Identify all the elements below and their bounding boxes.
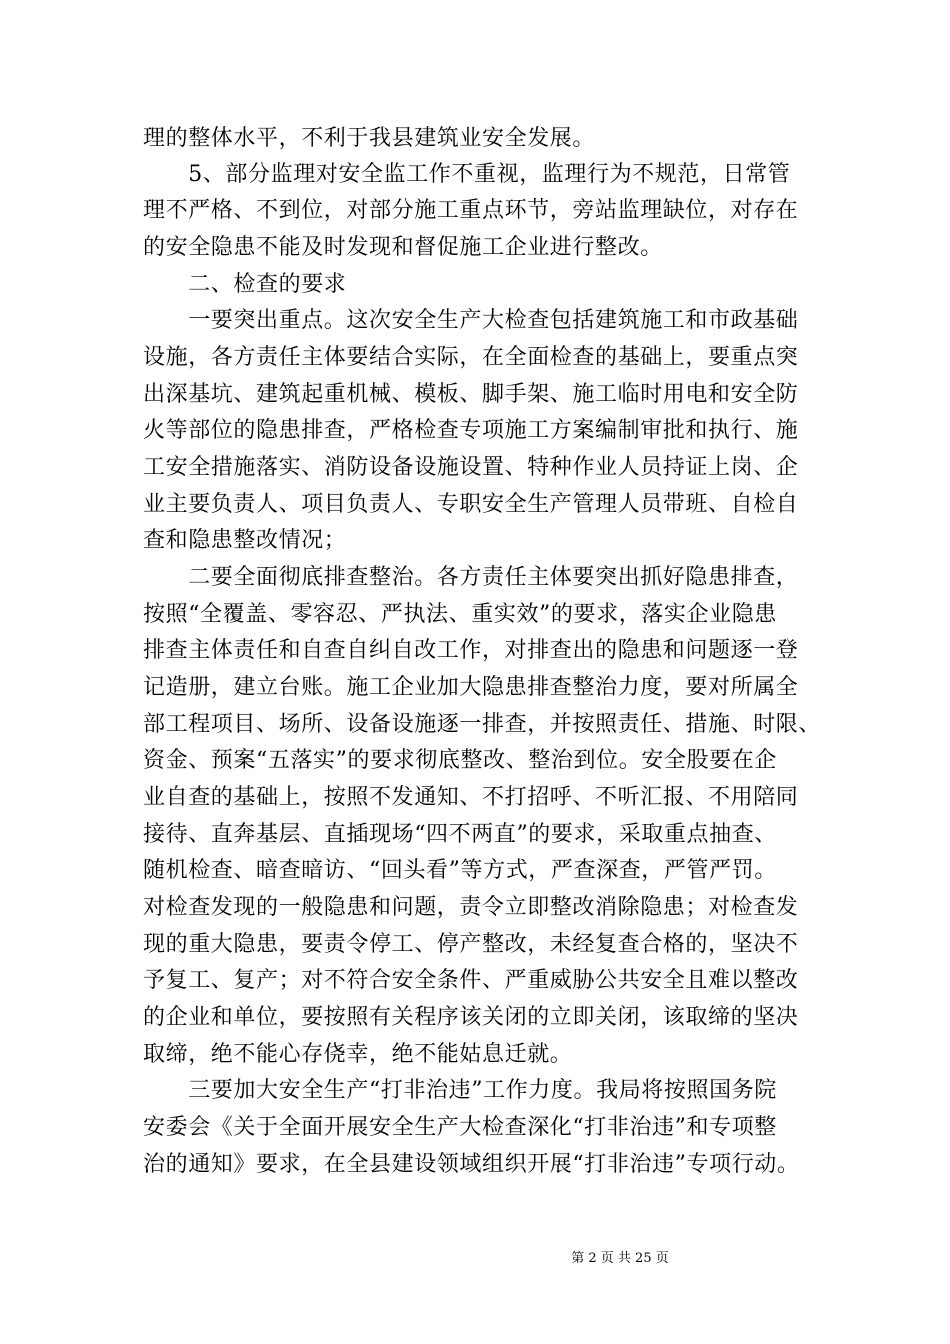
text-line: 业主要负责人、项目负责人、专职安全生产管理人员带班、自检自: [143, 492, 799, 517]
page-number-footer: 第 2 页 共 25 页: [571, 1251, 669, 1266]
text-line: 的安全隐患不能及时发现和督促施工企业进行整改。: [143, 235, 663, 260]
text-line: 业自查的基础上，按照不发通知、不打招呼、不听汇报、不用陪同: [143, 785, 799, 810]
text-line: 安委会《关于全面开展安全生产大检查深化“打非治违”和专项整: [143, 1115, 777, 1140]
text-line: 按照“全覆盖、零容忍、严执法、重实效”的要求，落实企业隐患: [143, 602, 777, 627]
text-line: 出深基坑、建筑起重机械、模板、脚手架、施工临时用电和安全防: [143, 382, 799, 407]
text-line: 理的整体水平，不利于我县建筑业安全发展。: [143, 126, 596, 151]
text-line: 设施，各方责任主体要结合实际，在全面检查的基础上，要重点突: [143, 345, 799, 370]
text-line: 二要全面彻底排查整治。各方责任主体要突出抓好隐患排查，: [143, 565, 799, 590]
text-line: 对检查发现的一般隐患和问题，责令立即整改消除隐患；对检查发: [143, 895, 799, 920]
text-line: 治的通知》要求，在全县建设领域组织开展“打非治违”专项行动。: [143, 1152, 800, 1177]
text-line: 的企业和单位，要按照有关程序该关闭的立即关闭，该取缔的坚决: [143, 1005, 799, 1030]
text-line: 部工程项目、场所、设备设施逐一排查，并按照责任、措施、时限、: [143, 712, 822, 737]
text-line: 接待、直奔基层、直插现场“四不两直”的要求，采取重点抽查、: [143, 822, 777, 847]
text-line: 三要加大安全生产“打非治违”工作力度。我局将按照国务院: [143, 1078, 777, 1103]
text-line: 资金、预案“五落实”的要求彻底整改、整治到位。安全股要在企: [143, 748, 777, 773]
text-line: 现的重大隐患，要责令停工、停产整改，未经复查合格的，坚决不: [143, 932, 799, 957]
text-line: 取缔，绝不能心存侥幸，绝不能姑息迁就。: [143, 1042, 573, 1067]
text-line: 火等部位的隐患排查，严格检查专项施工方案编制审批和执行、施: [143, 418, 799, 443]
text-line: 工安全措施落实、消防设备设施设置、特种作业人员持证上岗、企: [143, 455, 799, 480]
text-line: 理不严格、不到位，对部分施工重点环节，旁站监理缺位，对存在: [143, 198, 799, 223]
text-line: 排查主体责任和自查自纠自改工作，对排查出的隐患和问题逐一登: [143, 638, 799, 663]
text-line: 记造册，建立台账。施工企业加大隐患排查整治力度，要对所属全: [143, 675, 799, 700]
text-line: 5、部分监理对安全监工作不重视，监理行为不规范，日常管: [143, 162, 791, 187]
section-heading: 二、检查的要求: [143, 272, 347, 297]
text-line: 随机检查、暗查暗访、“回头看”等方式，严查深查，严管严罚。: [143, 858, 777, 883]
text-line: 予复工、复产；对不符合安全条件、严重威胁公共安全且难以整改: [143, 968, 799, 993]
text-line: 查和隐患整改情况；: [143, 528, 347, 553]
text-line: 一要突出重点。这次安全生产大检查包括建筑施工和市政基础: [143, 308, 799, 333]
